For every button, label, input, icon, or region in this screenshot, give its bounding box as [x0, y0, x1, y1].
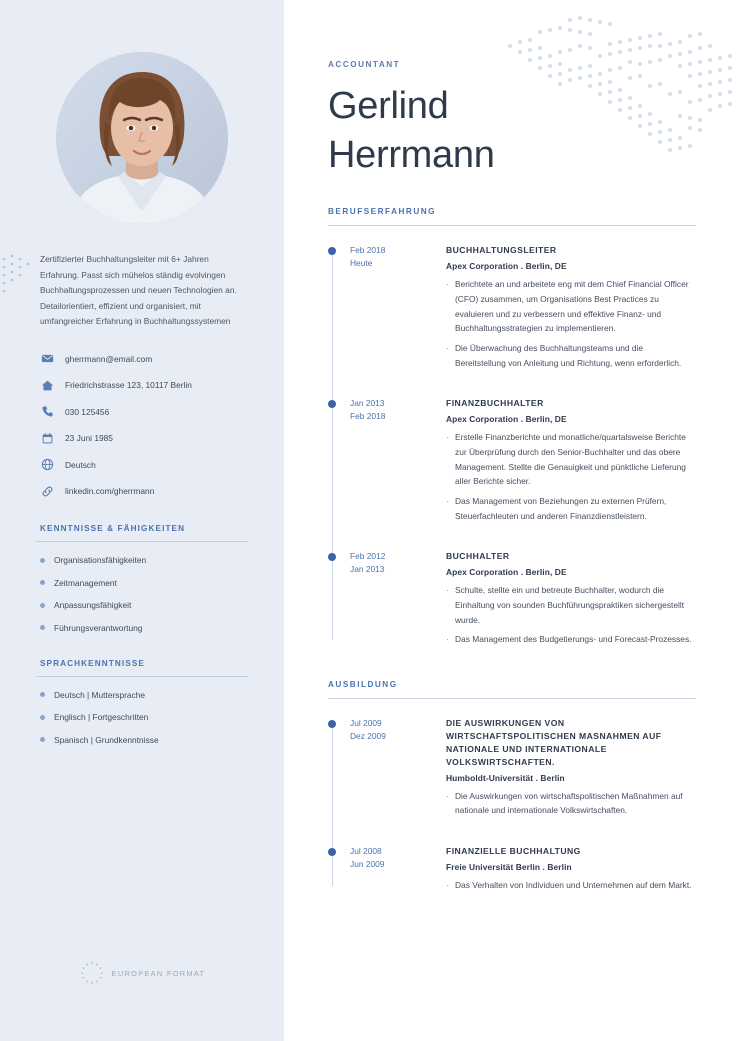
first-name: Gerlind [328, 85, 449, 127]
bullet-text: Die Auswirkungen von wirtschaftspolitischen Maßnahmen auf nationale und internationale Volkswirtschaften. [455, 790, 683, 816]
list-item [446, 789, 696, 818]
contact-item-address [40, 378, 248, 392]
entry-details [446, 550, 696, 652]
list-item [446, 632, 696, 647]
entry-details [446, 845, 696, 898]
job-role-label: ACCOUNTANT [328, 60, 401, 69]
experience-entry [328, 397, 696, 528]
bullet-text: Das Verhalten von Individuen und Unternehmen auf dem Markt. [455, 880, 692, 891]
list-item [40, 690, 248, 700]
page-title [328, 82, 696, 179]
entry-title: BUCHHALTER [446, 551, 510, 562]
timeline-dot-icon [328, 720, 336, 728]
entry-bullets [446, 430, 696, 523]
bullet-dash-icon: · [446, 496, 449, 507]
bullet-dot-icon [40, 558, 45, 563]
contact-language-text: Deutsch [65, 459, 96, 470]
calendar-icon [40, 431, 54, 445]
timeline-dot-icon [328, 848, 336, 856]
languages-list [36, 690, 248, 745]
list-item [446, 878, 696, 893]
entry-dates [350, 717, 446, 823]
contact-email-text: gherrmann@email.com [65, 353, 153, 364]
entry-institution: Humboldt-Universität . Berlin [446, 772, 565, 783]
skill-label: Führungsverantwortung [54, 622, 143, 633]
timeline-dot-icon [328, 247, 336, 255]
date-to: Feb 2018 [350, 411, 386, 422]
phone-icon [40, 405, 54, 419]
experience-entry [328, 244, 696, 375]
bullet-dot-icon [40, 692, 45, 697]
date-from: Feb 2018 [350, 245, 386, 256]
language-label: Englisch | Fortgeschritten [54, 712, 149, 723]
entry-details [446, 717, 696, 823]
contact-linkedin-text: linkedin.com/gherrmann [65, 486, 155, 497]
bullet-dash-icon: · [446, 432, 449, 443]
contact-item-language [40, 458, 248, 472]
experience-heading: BERUFSERFAHRUNG [328, 207, 696, 226]
bullet-dot-icon [40, 715, 45, 720]
home-icon [40, 378, 54, 392]
entry-dates [350, 550, 446, 652]
contact-item-phone [40, 405, 248, 419]
list-item [40, 555, 248, 565]
european-format-badge [0, 960, 284, 986]
contact-item-linkedin[interactable] [40, 484, 248, 498]
bullet-dash-icon: · [446, 585, 449, 596]
skill-label: Zeitmanagement [54, 577, 117, 588]
timeline-dot-icon [328, 400, 336, 408]
contact-list [36, 352, 248, 499]
language-label: Deutsch | Muttersprache [54, 689, 146, 700]
date-from: Jul 2009 [350, 718, 382, 729]
contact-address-text: Friedrichstrasse 123, 10117 Berlin [65, 380, 192, 391]
avatar-photo [56, 52, 228, 224]
entry-title: BUCHHALTUNGSLEITER [446, 245, 557, 256]
bullet-text: Erstelle Finanzberichte und monatliche/quartalsweise Berichte zur Überprüfung durch den Senior-Buchhalter und das obere Management. Stellte die Genauigkeit und pünktliche Lieferung aller Berichte sicher. [455, 432, 686, 487]
decorative-dots [0, 253, 34, 293]
entry-dates [350, 397, 446, 528]
contact-birthdate-text: 23 Juni 1985 [65, 433, 113, 444]
skill-label: Anpassungsfähigkeit [54, 600, 132, 611]
contact-item-birthdate [40, 431, 248, 445]
bullet-dash-icon: · [446, 880, 449, 891]
bullet-dot-icon [40, 580, 45, 585]
list-item [446, 430, 696, 489]
date-from: Feb 2012 [350, 551, 386, 562]
list-item [40, 600, 248, 610]
skill-label: Organisationsfähigkeiten [54, 555, 147, 566]
sidebar [0, 0, 284, 1041]
bullet-dash-icon: · [446, 342, 449, 353]
date-to: Heute [350, 258, 373, 269]
skills-list [36, 555, 248, 633]
bullet-dash-icon: · [446, 279, 449, 290]
entry-company: Apex Corporation . Berlin, DE [446, 567, 567, 578]
bullet-text: Das Management des Budgetierungs- und Forecast-Prozesses. [455, 634, 692, 645]
list-item [40, 735, 248, 745]
list-item [40, 578, 248, 588]
bullet-text: Schulte, stellte ein und betreute Buchhalter, wodurch die Einhaltung von sounden Buchführungspraktiken sichergestellt wurde. [455, 585, 685, 625]
link-icon [40, 484, 54, 498]
entry-details [446, 244, 696, 375]
bullet-text: Berichtete an und arbeitete eng mit dem Chief Financial Officer (CFO) zusammen, um Organisations Best Practices zu evaluieren und zu verbessern und effektive Finanz- und Buchhaltungsstrategien zu implementieren. [455, 279, 689, 334]
entry-bullets [446, 583, 696, 647]
entry-bullets [446, 277, 696, 370]
main-content [284, 0, 736, 1041]
list-item [446, 341, 696, 370]
bullet-text: Das Management von Beziehungen zu externen Prüfern, Steuerfachleuten und anderen Finanzdienstleistern. [455, 496, 667, 521]
bullet-dot-icon [40, 603, 45, 608]
list-item [446, 583, 696, 627]
language-label: Spanisch | Grundkenntnisse [54, 734, 159, 745]
entry-dates [350, 244, 446, 375]
bio-text: Zertifizierter Buchhaltungsleiter mit 6+ Jahren Erfahrung. Passt sich mühelos ständig evolvingen Buchhaltungsprozessen und neuen Technologien an. Detailorientiert, effizient und organisiert, mit umfangreicher Erfahrung in Buchhaltungssystemen [40, 254, 237, 327]
entry-bullets [446, 789, 696, 818]
bullet-dash-icon: · [446, 790, 449, 801]
entry-company: Apex Corporation . Berlin, DE [446, 414, 567, 425]
experience-entry [328, 550, 696, 652]
contact-item-email[interactable] [40, 352, 248, 366]
contact-phone-text: 030 125456 [65, 406, 110, 417]
eu-stars-icon [79, 960, 105, 986]
list-item [40, 712, 248, 722]
skills-heading: KENNTNISSE & FÄHIGKEITEN [36, 524, 248, 542]
timeline-dot-icon [328, 553, 336, 561]
bullet-dash-icon: · [446, 634, 449, 645]
entry-title: FINANZBUCHHALTER [446, 398, 544, 409]
globe-icon [40, 458, 54, 472]
education-heading: AUSBILDUNG [328, 680, 696, 699]
entry-bullets [446, 878, 696, 893]
entry-details [446, 397, 696, 528]
languages-heading: SPRACHKENNTNISSE [36, 659, 248, 677]
bullet-text: Die Überwachung des Buchhaltungsteams und die Bereitstellung von Anleitung und Richtung, wenn erforderlich. [455, 342, 682, 368]
date-to: Dez 2009 [350, 731, 386, 742]
entry-title: FINANZIELLE BUCHHALTUNG [446, 846, 581, 857]
list-item [446, 277, 696, 336]
entry-dates [350, 845, 446, 898]
education-entry [328, 717, 696, 823]
bullet-dot-icon [40, 625, 45, 630]
experience-timeline [328, 244, 696, 652]
date-from: Jan 2013 [350, 398, 385, 409]
entry-company: Apex Corporation . Berlin, DE [446, 261, 567, 272]
education-entry [328, 845, 696, 898]
avatar-container [36, 52, 248, 224]
envelope-icon [40, 352, 54, 366]
entry-title: DIE AUSWIRKUNGEN VON WIRTSCHAFTSPOLITISCHEN MASNAHMEN AUF NATIONALE UND INTERNATIONALE VOLKSWIRTSCHAFTEN. [446, 718, 662, 767]
list-item [446, 494, 696, 523]
date-to: Jun 2009 [350, 859, 385, 870]
education-timeline [328, 717, 696, 898]
bullet-dot-icon [40, 737, 45, 742]
last-name: Herrmann [328, 133, 495, 176]
list-item [40, 623, 248, 633]
avatar [56, 52, 228, 224]
entry-institution: Freie Universität Berlin . Berlin [446, 862, 572, 873]
date-to: Jan 2013 [350, 564, 385, 575]
date-from: Jul 2008 [350, 846, 382, 857]
european-format-label: EUROPEAN FORMAT [111, 968, 206, 978]
